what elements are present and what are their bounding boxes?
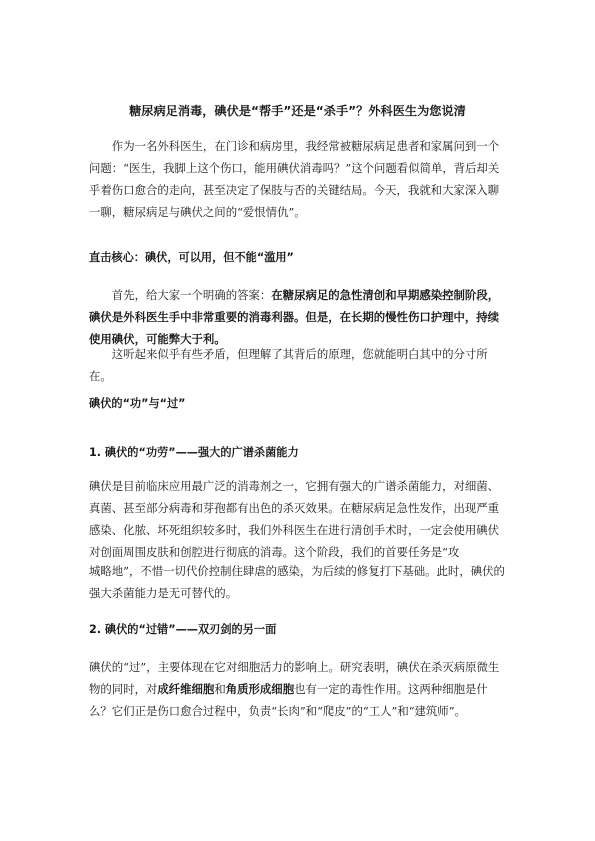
core-lead-text: 首先，给大家一个明确的答案：: [111, 288, 272, 302]
para2-text-3: 也有一定的毒性作用。这两种细胞是什么？它们正是伤口愈合过程中，负责“长肉”和“爬皮”的“工人”和“建筑师”。: [89, 682, 488, 718]
heading-2: 2. 碘伏的“过错”——双刃剑的另一面: [89, 623, 277, 636]
contradiction-paragraph: 这听起来似乎有些矛盾，但理解了其背后的原理，您就能明白其中的分寸所在。: [89, 347, 488, 383]
core-bold-text: 在糖尿病足的急性清创和早期感染控制阶段，碘伏是外科医生手中非常重要的消毒利器。但是，在长期的慢性伤口护理中，持续使用碘伏，可能弊大于利。: [89, 288, 500, 346]
intro-paragraph: 作为一名外科医生，在门诊和病房里，我经常被糖尿病足患者和家属问到一个问题：“医生，我脚上这个伤口，能用碘伏消毒吗？”这个问题看似简单，背后却关乎着伤口愈合的走向，甚至决定了保肢与否的关键结局。今天，我就和大家深入聊一聊，糖尿病足与碘伏之间的“爱恨情仇”。: [89, 139, 500, 219]
para2-bold-fibroblast: 成纤维细胞: [157, 682, 215, 696]
para2-text-2: 和: [214, 682, 226, 696]
para2-text-1: 碘伏的“过”，主要体现在它对细胞活力的影响上。研究表明，碘伏在杀灭病原微生物的同时，对: [89, 660, 500, 696]
paragraph-1a: 碘伏是目前临床应用最广泛的消毒剂之一，它拥有强大的广谱杀菌能力，对细菌、真菌、甚至部分病毒和芽孢都有出色的杀灭效果。在糖尿病足急性发作，出现严重感染、化脓、坏死组织较多时，我们外科医生在进行清创手术时，一定会使用碘伏对创面周围皮肤和创腔进行彻底的消毒。这个阶段，我们的首要任务是“攻: [89, 479, 500, 559]
page-title: 糖尿病足消毒，碘伏是“帮手”还是“杀手”？外科医生为您说清: [129, 104, 466, 118]
paragraph-1b: 城略地”，不惜一切代价控制住肆虐的感染，为后续的修复打下基础。此时，碘伏的强大杀菌能力是无可替代的。: [89, 564, 505, 600]
heading-gongguo: 碘伏的“功”与“过”: [89, 397, 186, 410]
heading-1: 1. 碘伏的“功劳”——强大的广谱杀菌能力: [89, 446, 299, 459]
core-paragraph: [89, 284, 507, 350]
para2-bold-keratinocyte: 角质形成细胞: [225, 682, 295, 696]
paragraph-2: [89, 656, 507, 722]
heading-core: 直击核心：碘伏，可以用，但不能“滥用”: [89, 251, 294, 264]
